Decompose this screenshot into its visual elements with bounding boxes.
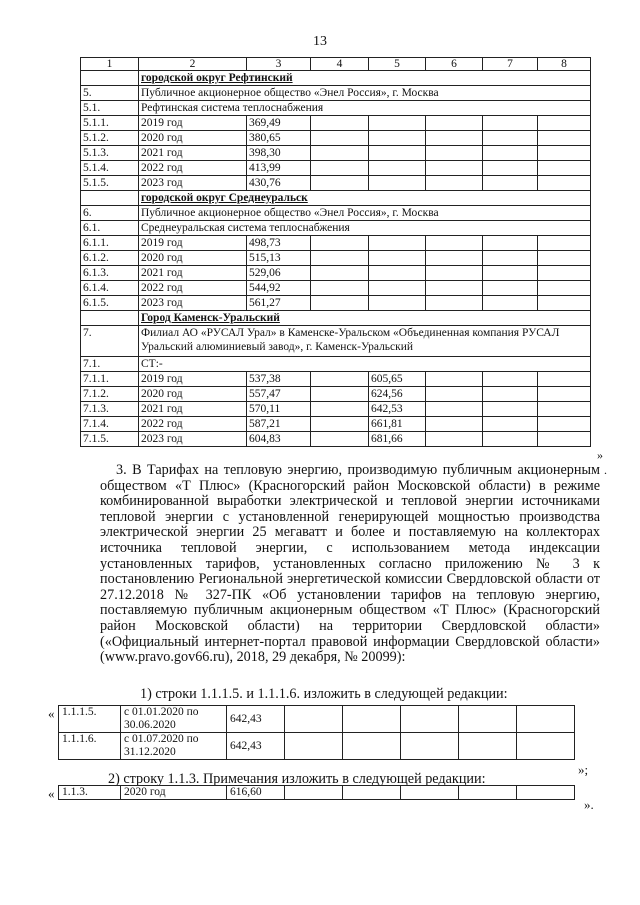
closing-quote: » — [597, 448, 603, 462]
table-row — [81, 387, 591, 402]
table-row — [81, 266, 591, 281]
empty-cell — [311, 251, 369, 266]
year-label: 2023 год — [139, 432, 247, 447]
empty-cell — [401, 733, 459, 760]
tariff-value — [369, 296, 426, 311]
table-row — [81, 281, 591, 296]
empty-cell — [538, 161, 591, 176]
city-name: городской округ Среднеуральск — [139, 191, 591, 206]
tariff-value: 537,38 — [247, 372, 311, 387]
empty-cell — [426, 417, 483, 432]
empty-cell — [285, 733, 343, 760]
system-name: СТ:- — [139, 357, 591, 372]
city-name: Город Каменск-Уральский — [139, 311, 591, 326]
empty-cell — [426, 281, 483, 296]
empty-cell — [426, 131, 483, 146]
column-header: 3 — [247, 58, 311, 71]
empty-cell — [81, 311, 139, 326]
column-header: 5 — [369, 58, 426, 71]
empty-cell — [538, 146, 591, 161]
empty-cell — [538, 266, 591, 281]
page-number: 13 — [313, 34, 327, 49]
tariff-value: 557,47 — [247, 387, 311, 402]
tariff-value: 605,65 — [369, 372, 426, 387]
column-header: 4 — [311, 58, 369, 71]
table-row — [59, 733, 575, 760]
tariff-value — [369, 161, 426, 176]
empty-cell — [538, 432, 591, 447]
tariff-value: 398,30 — [247, 146, 311, 161]
tariff-value: 604,83 — [247, 432, 311, 447]
year-label: 2019 год — [139, 116, 247, 131]
empty-cell — [459, 706, 517, 733]
empty-cell — [517, 733, 575, 760]
empty-cell — [538, 296, 591, 311]
tariff-value: 642,53 — [369, 402, 426, 417]
empty-cell — [538, 116, 591, 131]
tariff-value: 515,13 — [247, 251, 311, 266]
tariff-value: 642,43 — [227, 733, 285, 760]
city-name: городской округ Рефтинский — [139, 71, 591, 86]
row-number: 7.1.3. — [81, 402, 139, 417]
row-number: 5.1.5. — [81, 176, 139, 191]
year-label: 2020 год — [121, 786, 227, 800]
year-label: 2021 год — [139, 146, 247, 161]
tariff-value — [369, 266, 426, 281]
empty-cell — [483, 296, 538, 311]
empty-cell — [311, 372, 369, 387]
table-row — [81, 372, 591, 387]
table-row — [81, 206, 591, 221]
empty-cell — [538, 402, 591, 417]
year-label: 2021 год — [139, 266, 247, 281]
empty-cell — [426, 402, 483, 417]
tariff-value: 413,99 — [247, 161, 311, 176]
empty-cell — [483, 176, 538, 191]
empty-cell — [483, 281, 538, 296]
tariff-value: 544,92 — [247, 281, 311, 296]
tariff-value — [369, 146, 426, 161]
tariff-value: 587,21 — [247, 417, 311, 432]
empty-cell — [426, 372, 483, 387]
empty-cell — [285, 786, 343, 800]
item-2-text: 2) строку 1.1.3. Примечания изложить в следующей редакции: — [108, 771, 486, 787]
empty-cell — [311, 146, 369, 161]
empty-cell — [538, 131, 591, 146]
column-header: 1 — [81, 58, 139, 71]
row-number: 7.1.5. — [81, 432, 139, 447]
empty-cell — [311, 131, 369, 146]
year-label: 2020 год — [139, 387, 247, 402]
empty-cell — [311, 387, 369, 402]
empty-cell — [285, 706, 343, 733]
tariff-value: 642,43 — [227, 706, 285, 733]
empty-cell — [426, 251, 483, 266]
empty-cell — [311, 296, 369, 311]
year-label: 2019 год — [139, 372, 247, 387]
table-row — [81, 86, 591, 101]
empty-cell — [401, 706, 459, 733]
tariff-value: 369,49 — [247, 116, 311, 131]
tariff-value — [369, 131, 426, 146]
empty-cell — [426, 266, 483, 281]
open-quote-2: « — [48, 786, 55, 801]
table-row — [81, 71, 591, 86]
tariff-value: 498,73 — [247, 236, 311, 251]
empty-cell — [311, 402, 369, 417]
empty-cell — [401, 786, 459, 800]
tariff-value: 380,65 — [247, 131, 311, 146]
empty-cell — [459, 786, 517, 800]
tariff-value: 561,27 — [247, 296, 311, 311]
empty-cell — [538, 387, 591, 402]
row-number: 7.1.2. — [81, 387, 139, 402]
tariff-value — [369, 176, 426, 191]
row-number: 6.1.5. — [81, 296, 139, 311]
table-row — [81, 357, 591, 372]
empty-cell — [311, 281, 369, 296]
empty-cell — [426, 161, 483, 176]
table-row — [81, 161, 591, 176]
period-label: с 01.07.2020 по 31.12.2020 — [121, 733, 227, 760]
empty-cell — [538, 417, 591, 432]
row-number: 6.1.4. — [81, 281, 139, 296]
empty-cell — [483, 387, 538, 402]
empty-cell — [311, 266, 369, 281]
empty-cell — [311, 417, 369, 432]
row-number: 1.1.1.6. — [59, 733, 121, 760]
empty-cell — [426, 296, 483, 311]
empty-cell — [426, 176, 483, 191]
empty-cell — [538, 372, 591, 387]
table-row — [81, 191, 591, 206]
tariff-value: 529,06 — [247, 266, 311, 281]
empty-cell — [81, 191, 139, 206]
row-number: 6.1. — [81, 221, 139, 236]
system-name: Среднеуральская система теплоснабжения — [139, 221, 591, 236]
table-row — [81, 311, 591, 326]
amend-table-1 — [58, 705, 575, 760]
empty-cell — [311, 432, 369, 447]
empty-cell — [343, 786, 401, 800]
column-header: 6 — [426, 58, 483, 71]
table-row — [81, 176, 591, 191]
table-row — [81, 58, 591, 71]
tariff-value — [369, 251, 426, 266]
tariff-value: 681,66 — [369, 432, 426, 447]
open-quote-1: « — [48, 706, 55, 721]
closing-dot: . — [604, 463, 607, 477]
row-number: 5. — [81, 86, 139, 101]
row-number: 5.1.2. — [81, 131, 139, 146]
organization-name: Публичное акционерное общество «Энел Россия», г. Москва — [139, 86, 591, 101]
empty-cell — [483, 131, 538, 146]
column-header: 7 — [483, 58, 538, 71]
year-label: 2023 год — [139, 296, 247, 311]
row-number: 6.1.2. — [81, 251, 139, 266]
year-label: 2019 год — [139, 236, 247, 251]
empty-cell — [517, 706, 575, 733]
organization-name: Публичное акционерное общество «Энел Россия», г. Москва — [139, 206, 591, 221]
table-row — [81, 146, 591, 161]
empty-cell — [483, 251, 538, 266]
tariff-value: 430,76 — [247, 176, 311, 191]
empty-cell — [311, 236, 369, 251]
empty-cell — [483, 116, 538, 131]
table-row — [59, 786, 575, 800]
tariff-value: 624,56 — [369, 387, 426, 402]
table-row — [81, 432, 591, 447]
tariff-value: 616,60 — [227, 786, 285, 800]
row-number: 7. — [81, 326, 139, 357]
empty-cell — [311, 116, 369, 131]
empty-cell — [538, 176, 591, 191]
empty-cell — [311, 176, 369, 191]
table-row — [81, 402, 591, 417]
column-header: 8 — [538, 58, 591, 71]
empty-cell — [538, 251, 591, 266]
year-label: 2021 год — [139, 402, 247, 417]
row-number: 1.1.3. — [59, 786, 121, 800]
empty-cell — [483, 432, 538, 447]
empty-cell — [426, 387, 483, 402]
table-row — [81, 116, 591, 131]
empty-cell — [517, 786, 575, 800]
row-number: 5.1.3. — [81, 146, 139, 161]
empty-cell — [426, 236, 483, 251]
empty-cell — [426, 116, 483, 131]
column-header: 2 — [139, 58, 247, 71]
empty-cell — [311, 161, 369, 176]
empty-cell — [343, 733, 401, 760]
table-row — [81, 131, 591, 146]
table-row — [81, 221, 591, 236]
empty-cell — [426, 432, 483, 447]
table-row — [81, 251, 591, 266]
table-row — [81, 326, 591, 357]
year-label: 2020 год — [139, 251, 247, 266]
amend-table-2 — [58, 785, 575, 800]
empty-cell — [483, 161, 538, 176]
paragraph-3 — [100, 463, 600, 666]
row-number: 6.1.3. — [81, 266, 139, 281]
row-number: 6. — [81, 206, 139, 221]
tariff-table — [80, 57, 591, 447]
year-label: 2023 год — [139, 176, 247, 191]
empty-cell — [483, 417, 538, 432]
tariff-value — [369, 281, 426, 296]
table-row — [81, 236, 591, 251]
row-number: 5.1.4. — [81, 161, 139, 176]
empty-cell — [426, 146, 483, 161]
end-quote-1: »; — [578, 762, 589, 777]
empty-cell — [483, 266, 538, 281]
year-label: 2022 год — [139, 161, 247, 176]
table-row — [59, 706, 575, 733]
year-label: 2020 год — [139, 131, 247, 146]
empty-cell — [483, 236, 538, 251]
row-number: 6.1.1. — [81, 236, 139, 251]
organization-name: Филиал АО «РУСАЛ Урал» в Каменске-Уральском «Объединенная компания РУСАЛ Уральский алюминиевый завод», г. Каменск-Уральский — [139, 326, 591, 357]
row-number: 7.1.4. — [81, 417, 139, 432]
paragraph-text: 3. В Тарифах на тепловую энергию, производимую публичным акционерным обществом «Т Плюс» (Красногорский район Московской области) в режиме комбинированной выработки электрической и тепловой энергии источниками тепловой энергии с установленной генерирующей мощностью производства электрической энергии 25 мегаватт и более и поставляемую на коллекторах источника тепловой энергии, с использованием метода индексации установленных тарифов, установленных согласно приложению № 3 к постановлению Региональной энергетической комиссии Свердловской области от 27.12.2018 № 327-ПК «Об установлении тарифов на тепловую энергию, поставляемую публичным акционерным обществом «Т Плюс» (Красногорский район Московской области) на территории Свердловской области» («Официальный интернет-портал правовой информации Свердловской области» (www.pravo.gov66.ru), 2018, 29 декабря, № 20099): — [100, 462, 600, 666]
empty-cell — [538, 236, 591, 251]
row-number: 7.1.1. — [81, 372, 139, 387]
year-label: 2022 год — [139, 281, 247, 296]
period-label: с 01.01.2020 по 30.06.2020 — [121, 706, 227, 733]
table-row — [81, 296, 591, 311]
empty-cell — [483, 372, 538, 387]
row-number: 5.1.1. — [81, 116, 139, 131]
row-number: 7.1. — [81, 357, 139, 372]
tariff-value: 661,81 — [369, 417, 426, 432]
empty-cell — [483, 146, 538, 161]
empty-cell — [81, 71, 139, 86]
empty-cell — [483, 402, 538, 417]
empty-cell — [459, 733, 517, 760]
year-label: 2022 год — [139, 417, 247, 432]
table-row — [81, 101, 591, 116]
end-quote-2: ». — [584, 797, 594, 812]
table-row — [81, 417, 591, 432]
tariff-value — [369, 236, 426, 251]
row-number: 1.1.1.5. — [59, 706, 121, 733]
item-1-text: 1) строки 1.1.1.5. и 1.1.1.6. изложить в следующей редакции: — [140, 686, 508, 702]
tariff-value: 570,11 — [247, 402, 311, 417]
empty-cell — [538, 281, 591, 296]
row-number: 5.1. — [81, 101, 139, 116]
empty-cell — [343, 706, 401, 733]
tariff-value — [369, 116, 426, 131]
system-name: Рефтинская система теплоснабжения — [139, 101, 591, 116]
